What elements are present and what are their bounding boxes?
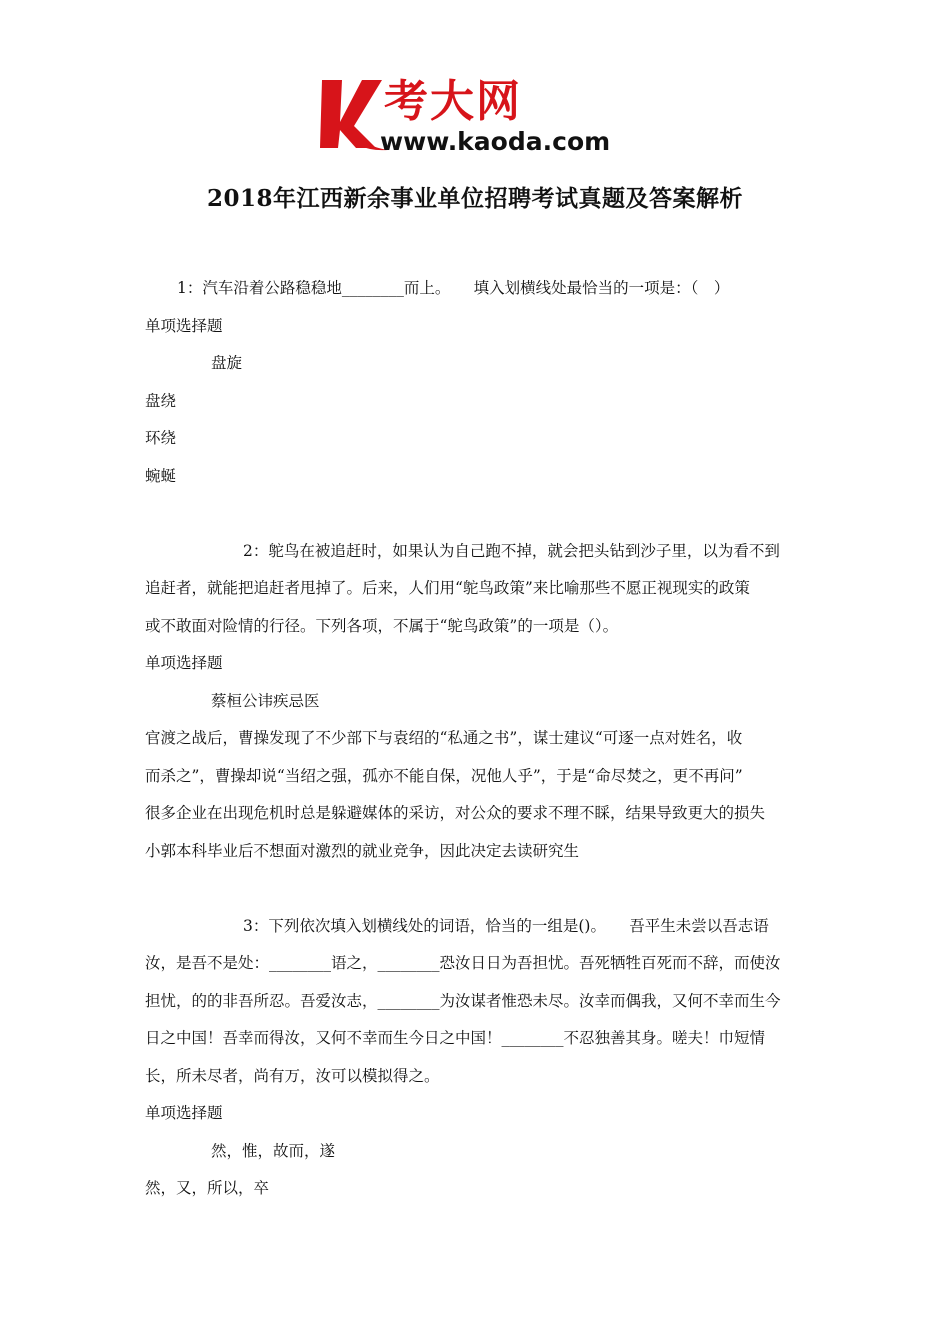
question-3-option: 然，惟，故而，遂 <box>211 1141 336 1160</box>
question-2-stem: 追赶者，就能把追赶者甩掉了。后来，人们用“鸵鸟政策”来比喻那些不愿正视现实的政策 <box>145 579 750 597</box>
question-2-stem: 2：鸵鸟在被追赶时，如果认为自己跑不掉，就会把头钻到沙子里，以为看不到 <box>243 541 780 560</box>
question-1 <box>145 270 807 495</box>
questions-body <box>145 270 807 1208</box>
question-3-stem: 长，所未尽者，尚有万，汝可以模拟得之。 <box>145 1066 440 1085</box>
question-3-stem: 日之中国！吾幸而得汝，又何不幸而生今日之中国！________不忍独善其身。嗟夫！巾短情 <box>145 1029 766 1047</box>
question-1-option: 环绕 <box>145 429 177 447</box>
kaoda-logo <box>318 76 638 158</box>
question-2-option: 官渡之战后，曹操发现了不少部下与袁绍的“私通之书”，谋士建议“可逐一点对姓名，收 <box>145 729 743 747</box>
question-2 <box>145 533 807 871</box>
question-1-type: 单项选择题 <box>145 316 223 335</box>
question-1-option: 蜿蜒 <box>145 466 177 485</box>
spacer <box>145 870 807 908</box>
question-3-stem: 汝，是吾不是处：________语之，________恐汝日日为吾担忧。吾死牺牲百死而不辞，而使汝 <box>145 954 781 972</box>
question-3-type: 单项选择题 <box>145 1104 223 1122</box>
question-2-option: 蔡桓公讳疾忌医 <box>211 691 320 710</box>
question-3-option: 然，又，所以，卒 <box>145 1179 270 1197</box>
question-1-option: 盘绕 <box>145 391 177 410</box>
question-3-stem: 担忧，的的非吾所忍。吾爱汝志，________为汝谋者惟恐未尽。汝幸而偶我，又何不幸而生今 <box>145 991 781 1010</box>
question-1-option: 盘旋 <box>211 354 243 372</box>
document-title: 2018年江西新余事业单位招聘考试真题及答案解析 <box>206 185 743 212</box>
logo-brand-cn: 考大网 <box>384 76 522 127</box>
question-3-stem: 3：下列依次填入划横线处的词语，恰当的一组是()。 吾平生未尝以吾志语 <box>243 916 769 935</box>
question-2-option: 小郭本科毕业后不想面对激烈的就业竞争，因此决定去读研究生 <box>145 841 580 860</box>
spacer <box>145 495 807 533</box>
question-2-stem: 或不敢面对险情的行径。下列各项，不属于“鸵鸟政策”的一项是（）。 <box>145 616 619 635</box>
question-1-stem: 1：汽车沿着公路稳稳地________而上。 填入划横线处最恰当的一项是：（ ） <box>177 279 730 297</box>
question-3 <box>145 908 807 1208</box>
question-2-option: 而杀之”，曹操却说“当绍之强，孤亦不能自保，况他人乎”，于是“命尽焚之，更不再问” <box>145 766 743 785</box>
logo-url: www.kaoda.com <box>380 127 611 156</box>
question-2-type: 单项选择题 <box>145 654 223 672</box>
question-2-option: 很多企业在出现危机时总是躲避媒体的采访，对公众的要求不理不睬，结果导致更大的损失 <box>145 804 766 822</box>
